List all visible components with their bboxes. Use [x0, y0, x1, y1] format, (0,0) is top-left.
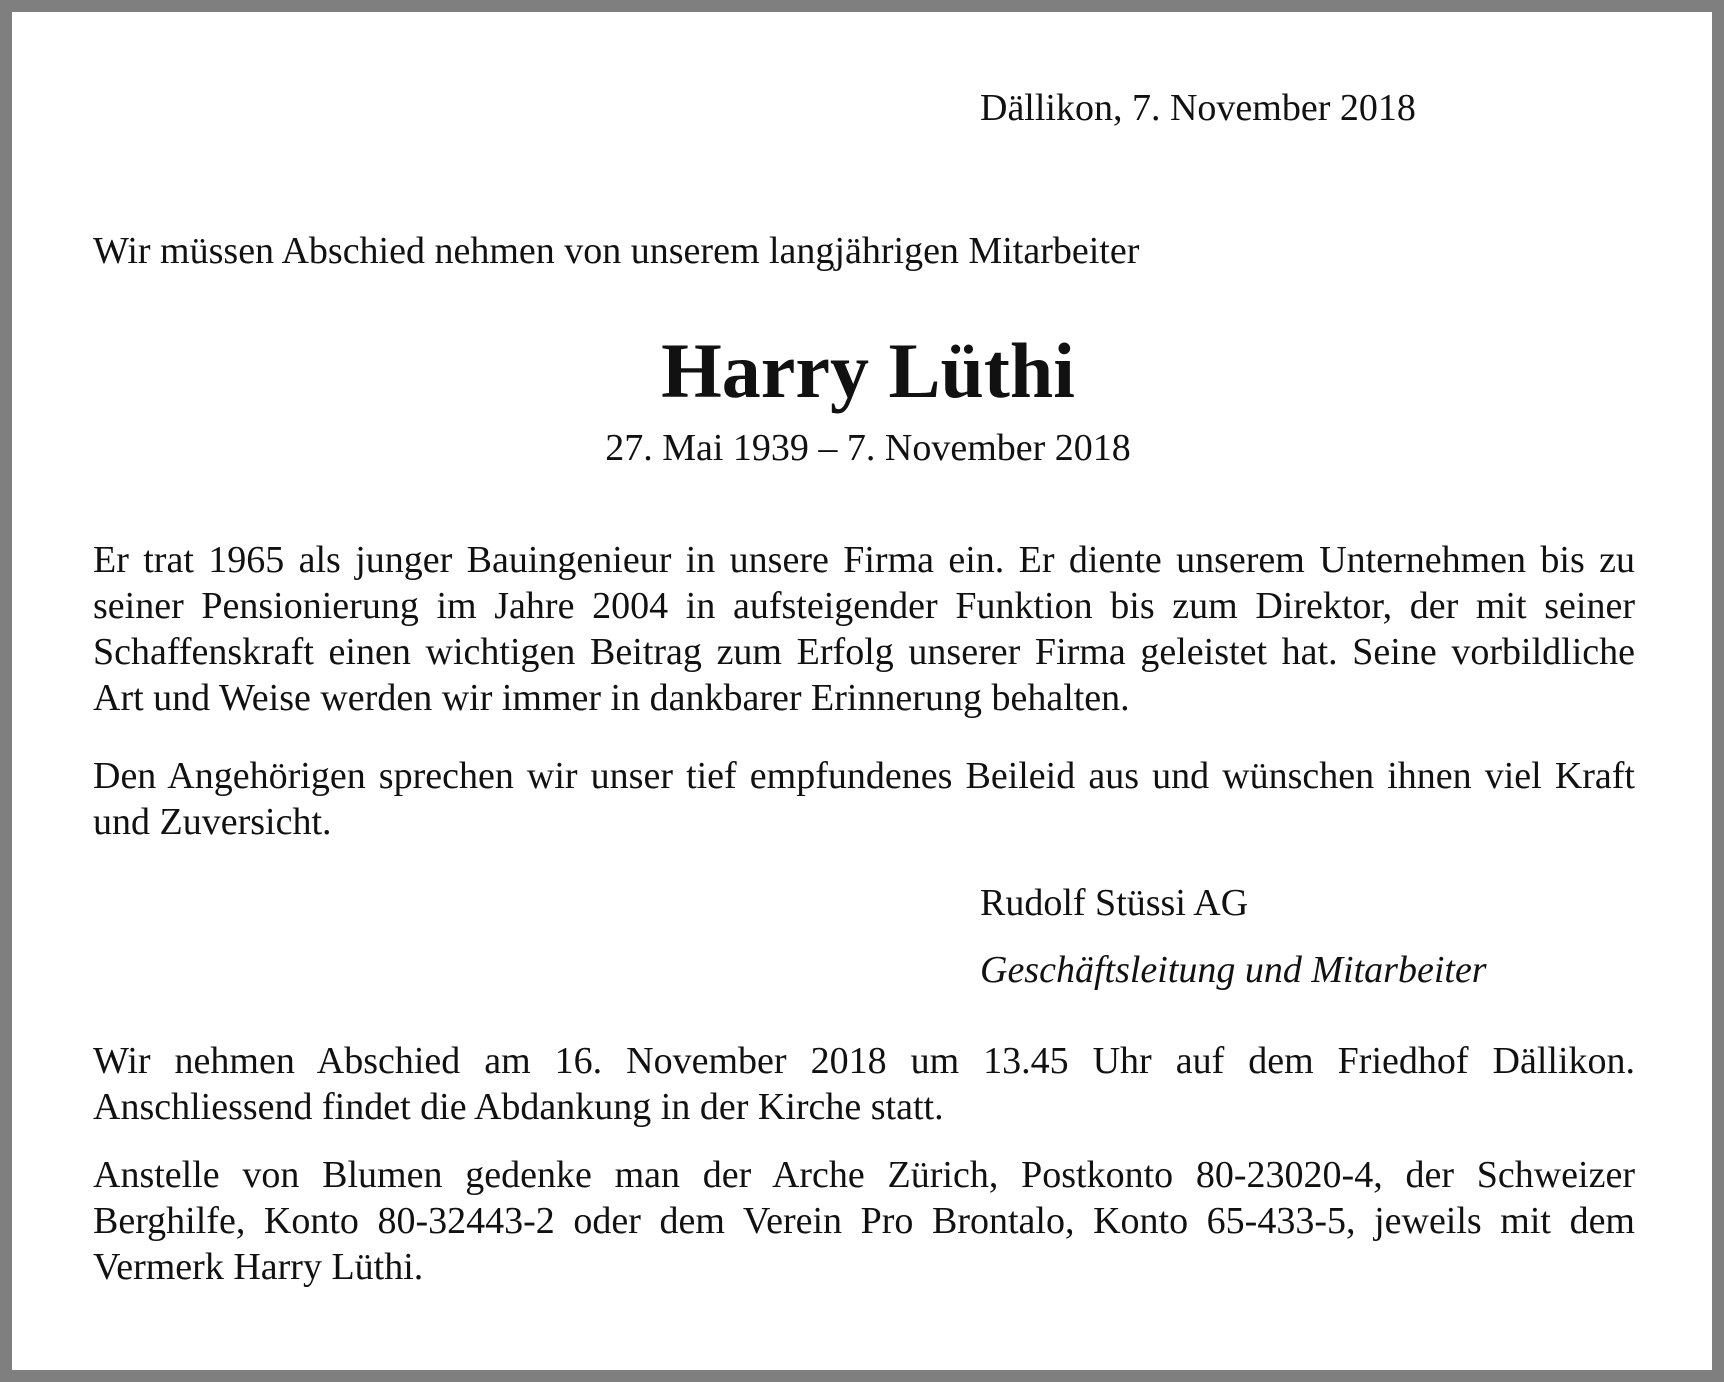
place-date: Dällikon, 7. November 2018	[980, 87, 1416, 129]
life-dates: 27. Mai 1939 – 7. November 2018	[605, 427, 1131, 469]
farewell-paragraph: Wir nehmen Abschied am 16. November 2018 um 13.45 Uhr auf dem Friedhof Dällikon. Anschliessend findet die Abdankung in der Kirche statt.	[93, 1040, 1635, 1128]
signature-department: Geschäftsleitung und Mitarbeiter	[980, 949, 1487, 991]
intro-line: Wir müssen Abschied nehmen von unserem langjährigen Mitarbeiter	[93, 230, 1140, 272]
condolence-paragraph: Den Angehörigen sprechen wir unser tief empfundenes Beileid aus und wünschen ihnen viel Kraft und Zuversicht.	[93, 755, 1635, 843]
career-paragraph: Er trat 1965 als junger Bauingenieur in unsere Firma ein. Er diente unserem Unternehmen bis zu seiner Pensionierung im Jahre 2004 in aufsteigender Funktion bis zum Direktor, der mit seiner Schaffenskraft einen wichtigen Beitrag zum Erfolg unserer Firma geleistet hat. Seine vorbildliche Art und Weise werden wir immer in dankbarer Erinnerung behalten.	[93, 539, 1635, 719]
donations-paragraph: Anstelle von Blumen gedenke man der Arche Zürich, Postkonto 80-23020-4, der Schweizer Berghilfe, Konto 80-32443-2 oder dem Verein Pro Brontalo, Konto 65-433-5, jeweils mit dem Vermerk Harry Lüthi.	[93, 1154, 1635, 1288]
signature-company: Rudolf Stüssi AG	[980, 882, 1249, 924]
deceased-name: Harry Lüthi	[661, 327, 1075, 414]
obituary-notice	[12, 12, 1712, 1370]
